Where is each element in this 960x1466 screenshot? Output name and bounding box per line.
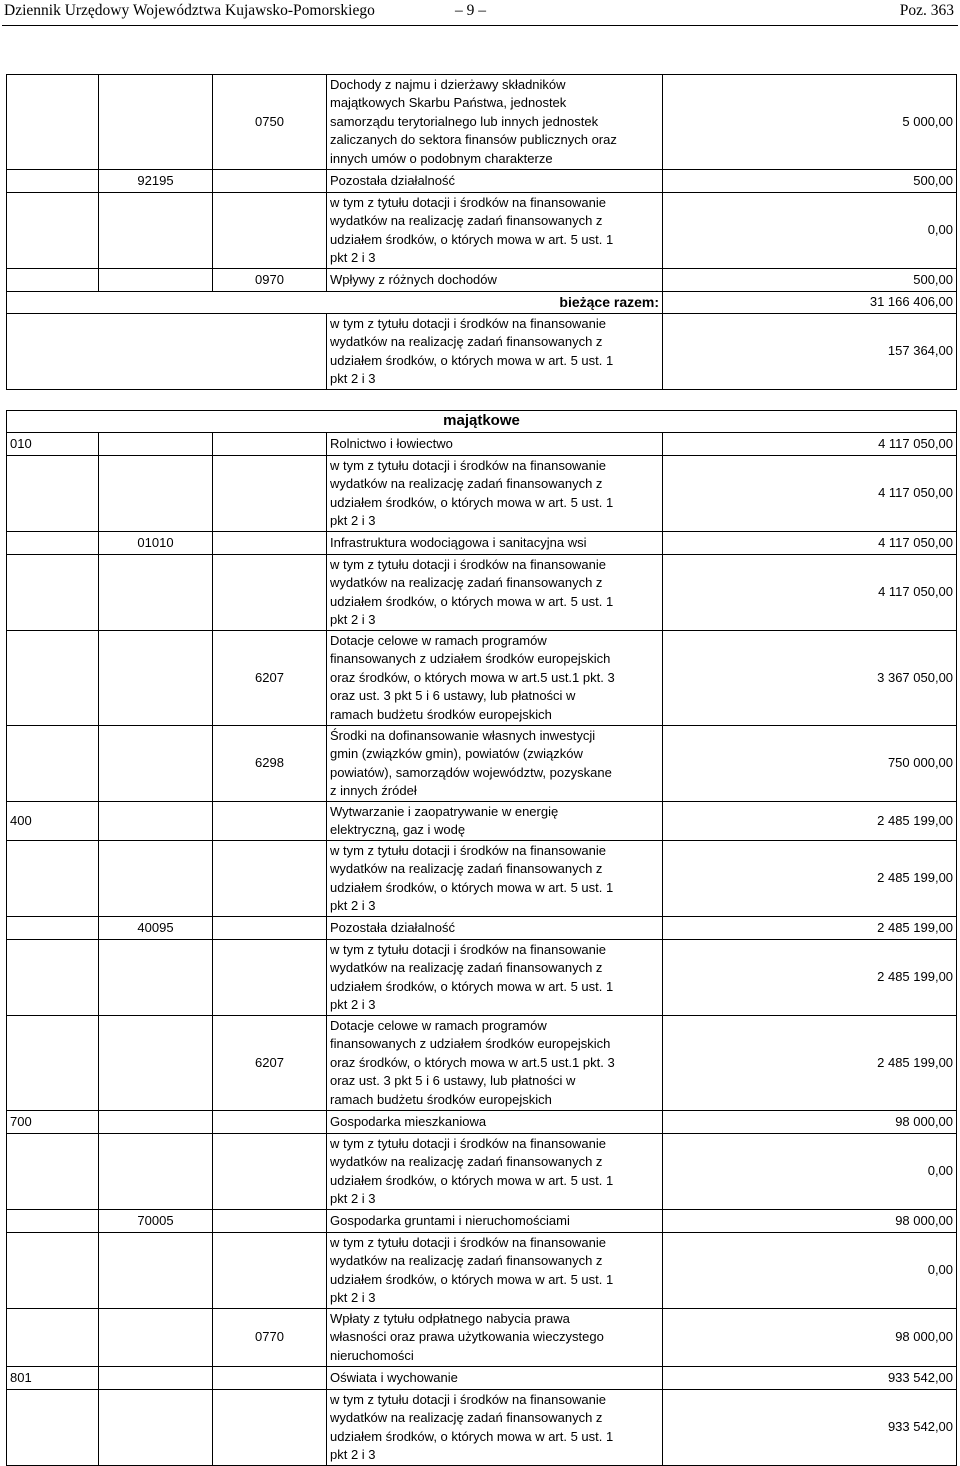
table-row [7, 1134, 957, 1210]
dzial-code [7, 532, 99, 555]
page-header [0, 0, 960, 26]
row-description: w tym z tytułu dotacji i środków na finansowanie wydatków na realizację zadań finansowanych z udziałem środków, o których mowa w art. 5 ust. 1 pkt 2 i 3 [327, 940, 663, 1016]
dzial-code [7, 456, 99, 532]
rozdzial-code [99, 1016, 213, 1111]
dzial-code [7, 193, 99, 269]
dzial-code [7, 1233, 99, 1309]
dzial-code [7, 75, 99, 170]
journal-title: Dziennik Urzędowy Województwa Kujawsko-Pomorskiego [4, 2, 375, 19]
table-row [7, 917, 957, 940]
row-description: w tym z tytułu dotacji i środków na finansowanie wydatków na realizację zadań finansowanych z udziałem środków, o których mowa w art. 5 ust. 1 pkt 2 i 3 [327, 1233, 663, 1309]
row-description: Dotacje celowe w ramach programów finansowanych z udziałem środków europejskich oraz środków, o których mowa w art.5 ust.1 pkt. 3 oraz ust. 3 pkt 5 i 6 ustawy, lub płatności w ramach budżetu środków europejskich [327, 1016, 663, 1111]
table-row [7, 269, 957, 292]
row-amount: 2 485 199,00 [663, 940, 957, 1016]
rozdzial-code [99, 193, 213, 269]
row-amount: 3 367 050,00 [663, 631, 957, 726]
dzial-code [7, 1134, 99, 1210]
table-row [7, 1367, 957, 1390]
rozdzial-code [99, 841, 213, 917]
paragraf-code [213, 555, 327, 631]
rozdzial-code [99, 940, 213, 1016]
page-number: – 9 – [455, 2, 486, 19]
paragraf-code [213, 1390, 327, 1466]
row-description: w tym z tytułu dotacji i środków na finansowanie wydatków na realizację zadań finansowanych z udziałem środków, o których mowa w art. 5 ust. 1 pkt 2 i 3 [327, 456, 663, 532]
dzial-code: 010 [7, 433, 99, 456]
rozdzial-code: 01010 [99, 532, 213, 555]
table-row [7, 1111, 957, 1134]
rozdzial-code: 70005 [99, 1210, 213, 1233]
paragraf-code: 0770 [213, 1309, 327, 1367]
rozdzial-code [99, 269, 213, 292]
row-description: w tym z tytułu dotacji i środków na finansowanie wydatków na realizację zadań finansowanych z udziałem środków, o których mowa w art. 5 ust. 1 pkt 2 i 3 [327, 1390, 663, 1466]
rozdzial-code [99, 1233, 213, 1309]
row-description: w tym z tytułu dotacji i środków na finansowanie wydatków na realizację zadań finansowanych z udziałem środków, o których mowa w art. 5 ust. 1 pkt 2 i 3 [327, 555, 663, 631]
table-row [7, 940, 957, 1016]
row-description: Pozostała działalność [327, 170, 663, 193]
row-description: Oświata i wychowanie [327, 1367, 663, 1390]
row-amount: 0,00 [663, 1134, 957, 1210]
row-description: Wpłaty z tytułu odpłatnego nabycia prawa własności oraz prawa użytkowania wieczystego nieruchomości [327, 1309, 663, 1367]
table-row [7, 1390, 957, 1466]
row-description: Gospodarka gruntami i nieruchomościami [327, 1210, 663, 1233]
table-row [7, 75, 957, 170]
rozdzial-code [99, 1309, 213, 1367]
row-description: Dochody z najmu i dzierżawy składników majątkowych Skarbu Państwa, jednostek samorządu terytorialnego lub innych jednostek zaliczanych do sektora finansów publicznych oraz innych umów o podobnym charakterze [327, 75, 663, 170]
row-description: Infrastruktura wodociągowa i sanitacyjna wsi [327, 532, 663, 555]
row-amount: 500,00 [663, 269, 957, 292]
row-amount: 2 485 199,00 [663, 1016, 957, 1111]
blank-cell [7, 314, 327, 390]
row-amount: 2 485 199,00 [663, 802, 957, 841]
dzial-code [7, 170, 99, 193]
total-row [7, 292, 957, 314]
row-description: w tym z tytułu dotacji i środków na finansowanie wydatków na realizację zadań finansowanych z udziałem środków, o których mowa w art. 5 ust. 1 pkt 2 i 3 [327, 1134, 663, 1210]
table-row [7, 170, 957, 193]
paragraf-code: 6207 [213, 1016, 327, 1111]
paragraf-code [213, 1367, 327, 1390]
rozdzial-code [99, 456, 213, 532]
row-amount: 98 000,00 [663, 1210, 957, 1233]
total-sub-row [7, 314, 957, 390]
header-rule [2, 25, 958, 26]
row-description: Środki na dofinansowanie własnych inwestycji gmin (związków gmin), powiatów (związków powiatów), samorządów województw, pozyskane z innych źródeł [327, 726, 663, 802]
table-row [7, 193, 957, 269]
row-description: Dotacje celowe w ramach programów finansowanych z udziałem środków europejskich oraz środków, o których mowa w art.5 ust.1 pkt. 3 oraz ust. 3 pkt 5 i 6 ustawy, lub płatności w ramach budżetu środków europejskich [327, 631, 663, 726]
paragraf-code [213, 802, 327, 841]
table-row [7, 456, 957, 532]
total-label: bieżące razem: [7, 292, 663, 314]
row-amount: 5 000,00 [663, 75, 957, 170]
row-description: Rolnictwo i łowiectwo [327, 433, 663, 456]
paragraf-code [213, 917, 327, 940]
rozdzial-code [99, 631, 213, 726]
row-amount: 2 485 199,00 [663, 917, 957, 940]
dzial-code [7, 1210, 99, 1233]
table-row [7, 1309, 957, 1367]
table-row [7, 1233, 957, 1309]
paragraf-code: 6298 [213, 726, 327, 802]
row-description: Gospodarka mieszkaniowa [327, 1111, 663, 1134]
dzial-code [7, 726, 99, 802]
table-row [7, 1016, 957, 1111]
dzial-code: 400 [7, 802, 99, 841]
table-row [7, 532, 957, 555]
paragraf-code: 0750 [213, 75, 327, 170]
paragraf-code [213, 1111, 327, 1134]
rozdzial-code [99, 1390, 213, 1466]
paragraf-code [213, 456, 327, 532]
paragraf-code [213, 841, 327, 917]
paragraf-code [213, 940, 327, 1016]
table-row [7, 555, 957, 631]
dzial-code [7, 269, 99, 292]
rozdzial-code [99, 1111, 213, 1134]
total-amount: 31 166 406,00 [663, 292, 957, 314]
paragraf-code [213, 1134, 327, 1210]
paragraf-code [213, 170, 327, 193]
row-description: Wytwarzanie i zaopatrywanie w energię elektryczną, gaz i wodę [327, 802, 663, 841]
row-amount: 933 542,00 [663, 1367, 957, 1390]
row-amount: 0,00 [663, 193, 957, 269]
row-amount: 2 485 199,00 [663, 841, 957, 917]
table-row [7, 433, 957, 456]
row-description: w tym z tytułu dotacji i środków na finansowanie wydatków na realizację zadań finansowanych z udziałem środków, o których mowa w art. 5 ust. 1 pkt 2 i 3 [327, 193, 663, 269]
row-description: Wpływy z różnych dochodów [327, 269, 663, 292]
row-description: w tym z tytułu dotacji i środków na finansowanie wydatków na realizację zadań finansowanych z udziałem środków, o których mowa w art. 5 ust. 1 pkt 2 i 3 [327, 841, 663, 917]
table-row [7, 631, 957, 726]
rozdzial-code: 40095 [99, 917, 213, 940]
row-amount: 4 117 050,00 [663, 532, 957, 555]
table-row [7, 1210, 957, 1233]
dzial-code [7, 1309, 99, 1367]
dzial-code [7, 841, 99, 917]
rozdzial-code [99, 1134, 213, 1210]
income-table-current [6, 74, 957, 390]
table-row [7, 726, 957, 802]
row-amount: 98 000,00 [663, 1309, 957, 1367]
dzial-code: 700 [7, 1111, 99, 1134]
paragraf-code: 6207 [213, 631, 327, 726]
rozdzial-code [99, 75, 213, 170]
rozdzial-code [99, 433, 213, 456]
paragraf-code [213, 1233, 327, 1309]
dzial-code [7, 940, 99, 1016]
dzial-code: 801 [7, 1367, 99, 1390]
row-description: Pozostała działalność [327, 917, 663, 940]
dzial-code [7, 1390, 99, 1466]
section-title: majątkowe [7, 411, 957, 433]
row-amount: 4 117 050,00 [663, 456, 957, 532]
rozdzial-code: 92195 [99, 170, 213, 193]
paragraf-code [213, 1210, 327, 1233]
paragraf-code [213, 532, 327, 555]
paragraf-code [213, 193, 327, 269]
table-row [7, 841, 957, 917]
paragraf-code [213, 433, 327, 456]
dzial-code [7, 917, 99, 940]
row-amount: 98 000,00 [663, 1111, 957, 1134]
paragraf-code: 0970 [213, 269, 327, 292]
total-sub-amount: 157 364,00 [663, 314, 957, 390]
rozdzial-code [99, 726, 213, 802]
income-table-capital [6, 410, 957, 1466]
table-row [7, 802, 957, 841]
section-title-row [7, 411, 957, 433]
total-sub-description: w tym z tytułu dotacji i środków na finansowanie wydatków na realizację zadań finansowanych z udziałem środków, o których mowa w art. 5 ust. 1 pkt 2 i 3 [327, 314, 663, 390]
dzial-code [7, 631, 99, 726]
row-amount: 4 117 050,00 [663, 555, 957, 631]
dzial-code [7, 1016, 99, 1111]
row-amount: 4 117 050,00 [663, 433, 957, 456]
row-amount: 750 000,00 [663, 726, 957, 802]
rozdzial-code [99, 802, 213, 841]
dzial-code [7, 555, 99, 631]
row-amount: 0,00 [663, 1233, 957, 1309]
row-amount: 933 542,00 [663, 1390, 957, 1466]
row-amount: 500,00 [663, 170, 957, 193]
rozdzial-code [99, 555, 213, 631]
rozdzial-code [99, 1367, 213, 1390]
position-number: Poz. 363 [899, 2, 954, 19]
